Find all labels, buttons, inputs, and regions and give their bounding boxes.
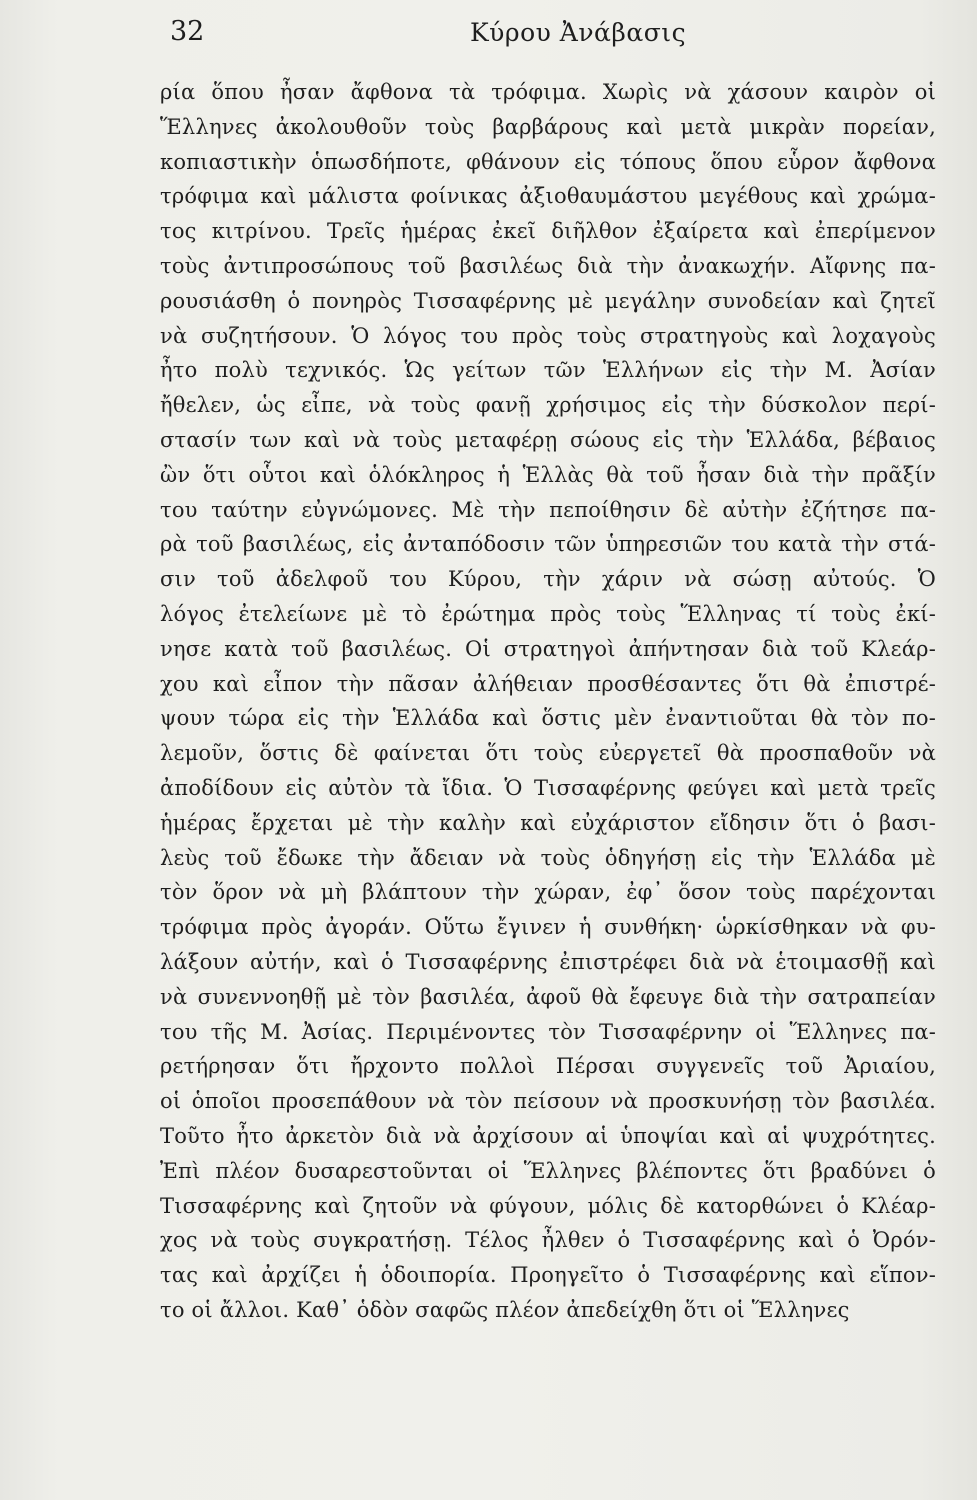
text-line: τας καὶ ἀρχίζει ἡ ὁδοιπορία. Προηγεῖτο ὁ Τισσαφέρνης καὶ εἵπον- bbox=[160, 1263, 936, 1288]
text-line: Ἐπὶ πλέον δυσαρεστοῦνται οἱ Ἕλληνες βλέποντες ὅτι βραδύνει ὁ bbox=[160, 1158, 936, 1183]
text-line: ἡμέρας ἔρχεται μὲ τὴν καλὴν καὶ εὐχάριστον εἴδησιν ὅτι ὁ βασι- bbox=[160, 810, 936, 835]
text-line: λεμοῦν, ὅστις δὲ φαίνεται ὅτι τοὺς εὐεργετεῖ θὰ προσπαθοῦν νὰ bbox=[160, 741, 936, 766]
text-line: κοπιαστικὴν ὁπωσδήποτε, φθάνουν εἰς τόπους ὅπου εὗρον ἄφθονα bbox=[160, 149, 936, 174]
text-line: ρὰ τοῦ βασιλέως, εἰς ἀνταπόδοσιν τῶν ὑπηρεσιῶν του κατὰ τὴν στά- bbox=[160, 532, 936, 557]
text-line: ἤθελεν, ὡς εἶπε, νὰ τοὺς φανῇ χρήσιμος εἰς τὴν δύσκολον περί- bbox=[160, 393, 936, 418]
text-line: χος νὰ τοὺς συγκρατήσῃ. Τέλος ἦλθεν ὁ Τισσαφέρνης καὶ ὁ Ὀρόν- bbox=[160, 1228, 936, 1253]
text-line: σιν τοῦ ἀδελφοῦ του Κύρου, τὴν χάριν νὰ σώσῃ αὐτούς. Ὁ bbox=[160, 567, 936, 592]
text-line: ἀποδίδουν εἰς αὐτὸν τὰ ἴδια. Ὁ Τισσαφέρνης φεύγει καὶ μετὰ τρεῖς bbox=[160, 775, 936, 800]
text-line: ρία ὅπου ἦσαν ἄφθονα τὰ τρόφιμα. Χωρὶς νὰ χάσουν καιρὸν οἱ bbox=[160, 80, 936, 104]
text-line: στασίν των καὶ νὰ τοὺς μεταφέρῃ σώους εἰς τὴν Ἑλλάδα, βέβαιος bbox=[160, 427, 936, 452]
text-line: λόγος ἐτελείωνε μὲ τὸ ἐρώτημα πρὸς τοὺς Ἕλληνας τί τοὺς ἐκί- bbox=[160, 601, 936, 626]
text-line: λάξουν αὐτήν, καὶ ὁ Τισσαφέρνης ἐπιστρέφει διὰ νὰ ἑτοιμασθῇ καὶ bbox=[160, 949, 936, 974]
text-line: τοὺς ἀντιπροσώπους τοῦ βασιλέως διὰ τὴν ἀνακωχήν. Αἴφνης πα- bbox=[160, 253, 936, 278]
running-title: Κύρου Ἀνάβασις bbox=[470, 18, 687, 47]
text-line: χου καὶ εἶπον τὴν πᾶσαν ἀλήθειαν προσθέσαντες ὅτι θὰ ἐπιστρέ- bbox=[160, 671, 936, 696]
text-line: ψουν τώρα εἰς τὴν Ἑλλάδα καὶ ὅστις μὲν ἐναντιοῦται θὰ τὸν πο- bbox=[160, 706, 936, 731]
text-line: ὢν ὅτι οὗτοι καὶ ὁλόκληρος ἡ Ἑλλὰς θὰ τοῦ ἦσαν διὰ τὴν πρᾶξίν bbox=[160, 462, 936, 487]
text-line: λεὺς τοῦ ἔδωκε τὴν ἄδειαν νὰ τοὺς ὁδηγήσῃ εἰς τὴν Ἑλλάδα μὲ bbox=[160, 845, 936, 870]
text-line: τρόφιμα καὶ μάλιστα φοίνικας ἀξιοθαυμάστου μεγέθους καὶ χρώμα- bbox=[160, 184, 936, 209]
text-line: του τῆς Μ. Ἀσίας. Περιμένοντες τὸν Τισσαφέρνην οἱ Ἕλληνες πα- bbox=[160, 1019, 936, 1044]
body-text bbox=[160, 75, 936, 1328]
text-line: το οἱ ἄλλοι. Καθ᾿ ὁδὸν σαφῶς πλέον ἀπεδείχθη ὅτι οἱ Ἕλληνες bbox=[160, 1297, 850, 1322]
text-line: νὰ συζητήσουν. Ὁ λόγος του πρὸς τοὺς στρατηγοὺς καὶ λοχαγοὺς bbox=[160, 323, 936, 348]
text-line: ἦτο πολὺ τεχνικός. Ὡς γείτων τῶν Ἑλλήνων εἰς τὴν Μ. Ἀσίαν bbox=[160, 358, 936, 383]
text-line: τος κιτρίνου. Τρεῖς ἡμέρας ἐκεῖ διῆλθον ἐξαίρετα καὶ ἐπερίμενον bbox=[160, 219, 936, 244]
text-line: τρόφιμα πρὸς ἀγοράν. Οὕτω ἔγινεν ἡ συνθήκη· ὡρκίσθηκαν νὰ φυ- bbox=[160, 915, 936, 940]
text-line: νὰ συνεννοηθῇ μὲ τὸν βασιλέα, ἀφοῦ θὰ ἔφευγε διὰ τὴν σατραπείαν bbox=[160, 984, 936, 1009]
text-line: οἱ ὁποῖοι προσεπάθουν νὰ τὸν πείσουν νὰ προσκυνήσῃ τὸν βασιλέα. bbox=[160, 1089, 936, 1114]
text-line: ρετήρησαν ὅτι ἤρχοντο πολλοὶ Πέρσαι συγγενεῖς τοῦ Ἀριαίου, bbox=[160, 1054, 936, 1079]
text-line: νησε κατὰ τοῦ βασιλέως. Οἱ στρατηγοὶ ἀπήντησαν διὰ τοῦ Κλεάρ- bbox=[160, 636, 936, 661]
text-line: Τισσαφέρνης καὶ ζητοῦν νὰ φύγουν, μόλις δὲ κατορθώνει ὁ Κλέαρ- bbox=[160, 1193, 936, 1218]
text-line: Ἕλληνες ἀκολουθοῦν τοὺς βαρβάρους καὶ μετὰ μικρὰν πορείαν, bbox=[160, 114, 936, 139]
text-line: τὸν ὅρον νὰ μὴ βλάπτουν τὴν χώραν, ἐφ᾿ ὅσον τοὺς παρέχονται bbox=[160, 880, 936, 905]
page-number: 32 bbox=[170, 16, 205, 47]
text-line: του ταύτην εὐγνώμονες. Μὲ τὴν πεποίθησιν δὲ αὐτὴν ἐζήτησε πα- bbox=[160, 497, 936, 522]
page-header bbox=[0, 14, 977, 54]
text-line: ρουσιάσθη ὁ πονηρὸς Τισσαφέρνης μὲ μεγάλην συνοδείαν καὶ ζητεῖ bbox=[160, 288, 936, 313]
text-line: Τοῦτο ἦτο ἀρκετὸν διὰ νὰ ἀρχίσουν αἱ ὑποψίαι καὶ αἱ ψυχρότητες. bbox=[160, 1123, 936, 1148]
